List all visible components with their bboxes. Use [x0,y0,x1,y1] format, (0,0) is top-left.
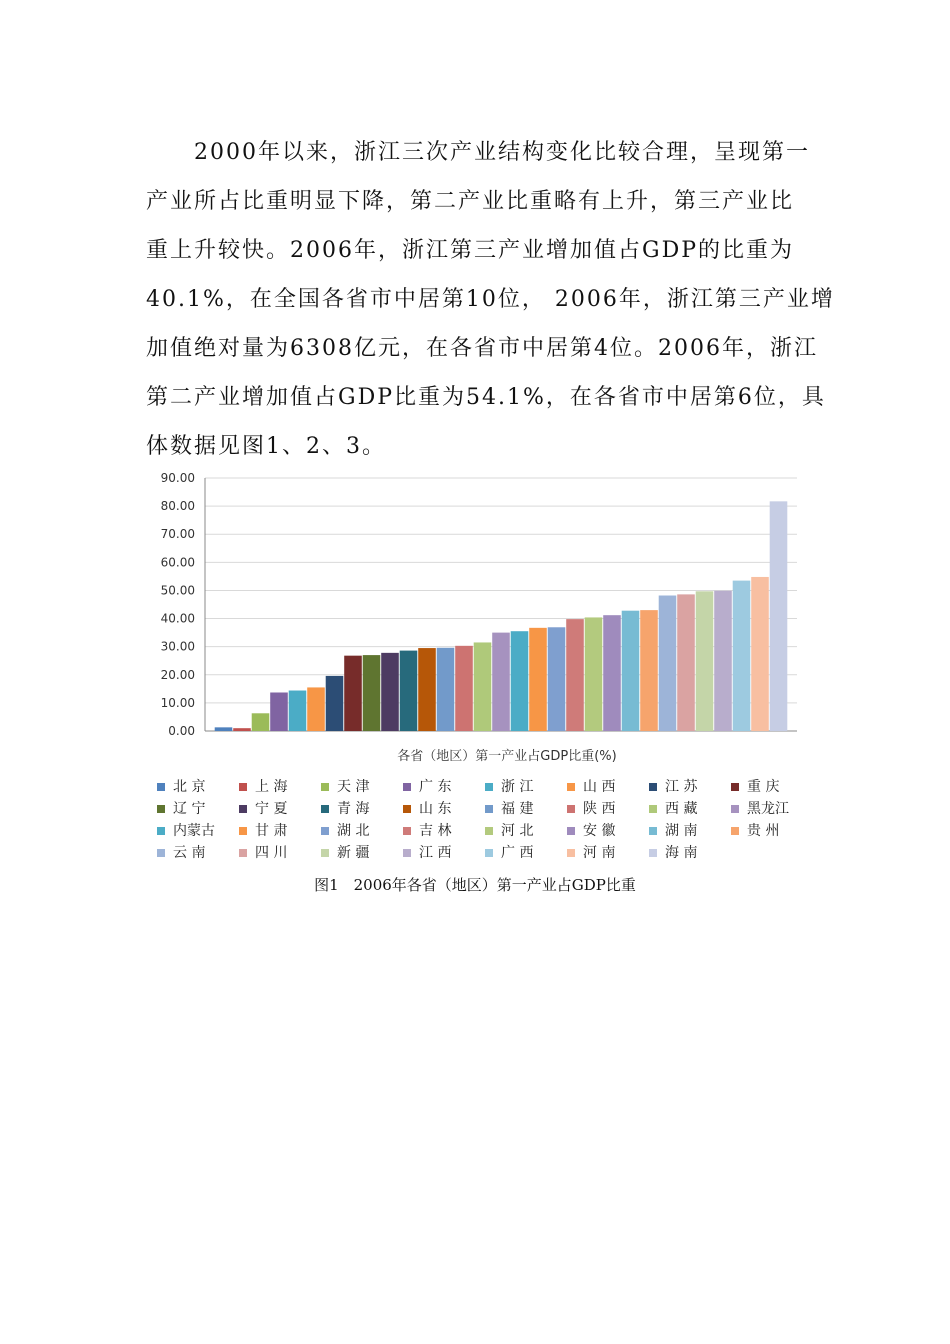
legend-label: 广 东 [419,779,452,795]
legend-swatch [321,827,329,835]
paragraph-line: 体数据见图1、2、3。 [146,434,386,459]
x-axis-label: 各省（地区）第一产业占GDP比重(%) [397,749,617,764]
y-tick-label: 10.00 [160,695,195,710]
legend-label: 上 海 [255,779,288,795]
legend-label: 海 南 [665,845,698,861]
legend-label: 西 藏 [665,801,698,817]
bar [326,676,344,731]
y-axis-ticks [161,471,195,738]
y-tick-label: 0.00 [168,724,195,738]
y-tick-label: 40.00 [160,611,195,626]
legend-swatch [403,849,411,857]
paragraph-line: 重上升较快。2006年，浙江第三产业增加值占GDP的比重为 [146,238,795,263]
y-tick-label: 90.00 [160,471,195,485]
legend-swatch [567,783,575,791]
bar [640,610,658,731]
legend-label: 甘 肃 [255,823,288,839]
legend-swatch [403,827,411,835]
legend-label: 云 南 [173,845,206,861]
legend-swatch [485,805,493,813]
paragraph-line: 第二产业增加值占GDP比重为54.1%，在各省市中居第6位，具 [146,385,826,410]
legend-label: 江 西 [419,845,452,861]
y-tick-label: 20.00 [160,667,195,682]
bar [307,687,325,731]
bar [585,617,603,731]
legend-swatch [649,783,657,791]
legend-swatch [321,849,329,857]
bar [733,581,751,731]
legend-label: 天 津 [337,779,370,795]
legend-label: 陕 西 [583,801,616,817]
bar [215,727,233,731]
legend-swatch [157,849,165,857]
bar [233,728,251,731]
legend-label: 宁 夏 [255,801,288,817]
bar [751,577,769,731]
bar [455,646,473,731]
bar [400,651,418,731]
bar [474,642,492,731]
bar [381,653,399,731]
legend-label: 河 北 [501,823,534,839]
legend-label: 青 海 [337,801,370,817]
legend-label: 北 京 [173,779,206,795]
paragraph-line: 40.1%，在全国各省市中居第10位， 2006年，浙江第三产业增 [146,287,835,312]
legend-label: 浙 江 [501,779,534,795]
legend-swatch [567,827,575,835]
bar [696,591,714,731]
chart-bars [215,501,788,731]
legend-swatch [321,783,329,791]
legend-label: 吉 林 [419,823,452,839]
y-tick-label: 60.00 [160,555,195,570]
legend-label: 贵 州 [747,823,780,839]
legend-label: 湖 北 [337,823,370,839]
legend-swatch [239,805,247,813]
bar [770,501,788,731]
legend-label: 辽 宁 [173,801,206,817]
bar [492,633,510,731]
bar [529,628,547,731]
legend-swatch [239,827,247,835]
legend-swatch [649,849,657,857]
bar [622,611,640,731]
bar [289,691,307,731]
legend-label: 江 苏 [665,779,698,795]
legend-swatch [731,827,739,835]
legend-swatch [403,805,411,813]
legend-swatch [649,827,657,835]
figure-caption: 图1 2006年各省（地区）第一产业占GDP比重 [314,876,636,894]
legend-label: 四 川 [255,845,288,861]
bar [566,619,584,731]
bar [511,631,529,731]
legend-swatch [157,805,165,813]
legend-label: 福 建 [501,801,534,817]
legend-label: 广 西 [501,845,534,861]
legend-swatch [485,827,493,835]
legend-swatch [403,783,411,791]
legend-label: 新 疆 [337,845,370,861]
bar [714,591,732,731]
bar [418,648,436,731]
paragraph-line: 2000年以来，浙江三次产业结构变化比较合理，呈现第一 [146,140,810,165]
legend-swatch [567,849,575,857]
legend-swatch [731,783,739,791]
bar [603,615,621,731]
legend-label: 湖 南 [665,823,698,839]
legend-label: 重 庆 [747,779,780,795]
legend-label: 安 徽 [583,823,616,839]
bar [252,713,270,731]
bar [659,596,677,731]
y-tick-label: 80.00 [160,499,195,514]
paragraph-line: 产业所占比重明显下降，第二产业比重略有上升，第三产业比 [146,189,795,214]
legend-label: 内蒙古 [173,823,215,839]
paragraph-line: 加值绝对量为6308亿元，在各省市中居第4位。2006年，浙江 [146,336,818,361]
legend-label: 黑龙江 [747,801,789,817]
bar [437,648,455,731]
legend-label: 山 东 [419,801,452,817]
legend-swatch [157,827,165,835]
legend-label: 河 南 [583,845,616,861]
y-tick-label: 50.00 [160,583,195,598]
legend-swatch [485,783,493,791]
legend-swatch [321,805,329,813]
bar [270,692,288,731]
bar [363,655,381,731]
bar [548,627,566,731]
y-tick-label: 70.00 [160,527,195,542]
legend-swatch [567,805,575,813]
bar [344,656,362,731]
legend-swatch [239,849,247,857]
legend-swatch [239,783,247,791]
chart-legend [157,778,789,861]
legend-label: 山 西 [583,779,616,795]
bar [677,594,695,731]
legend-swatch [485,849,493,857]
legend-swatch [731,805,739,813]
legend-swatch [649,805,657,813]
y-tick-label: 30.00 [160,639,195,654]
legend-swatch [157,783,165,791]
